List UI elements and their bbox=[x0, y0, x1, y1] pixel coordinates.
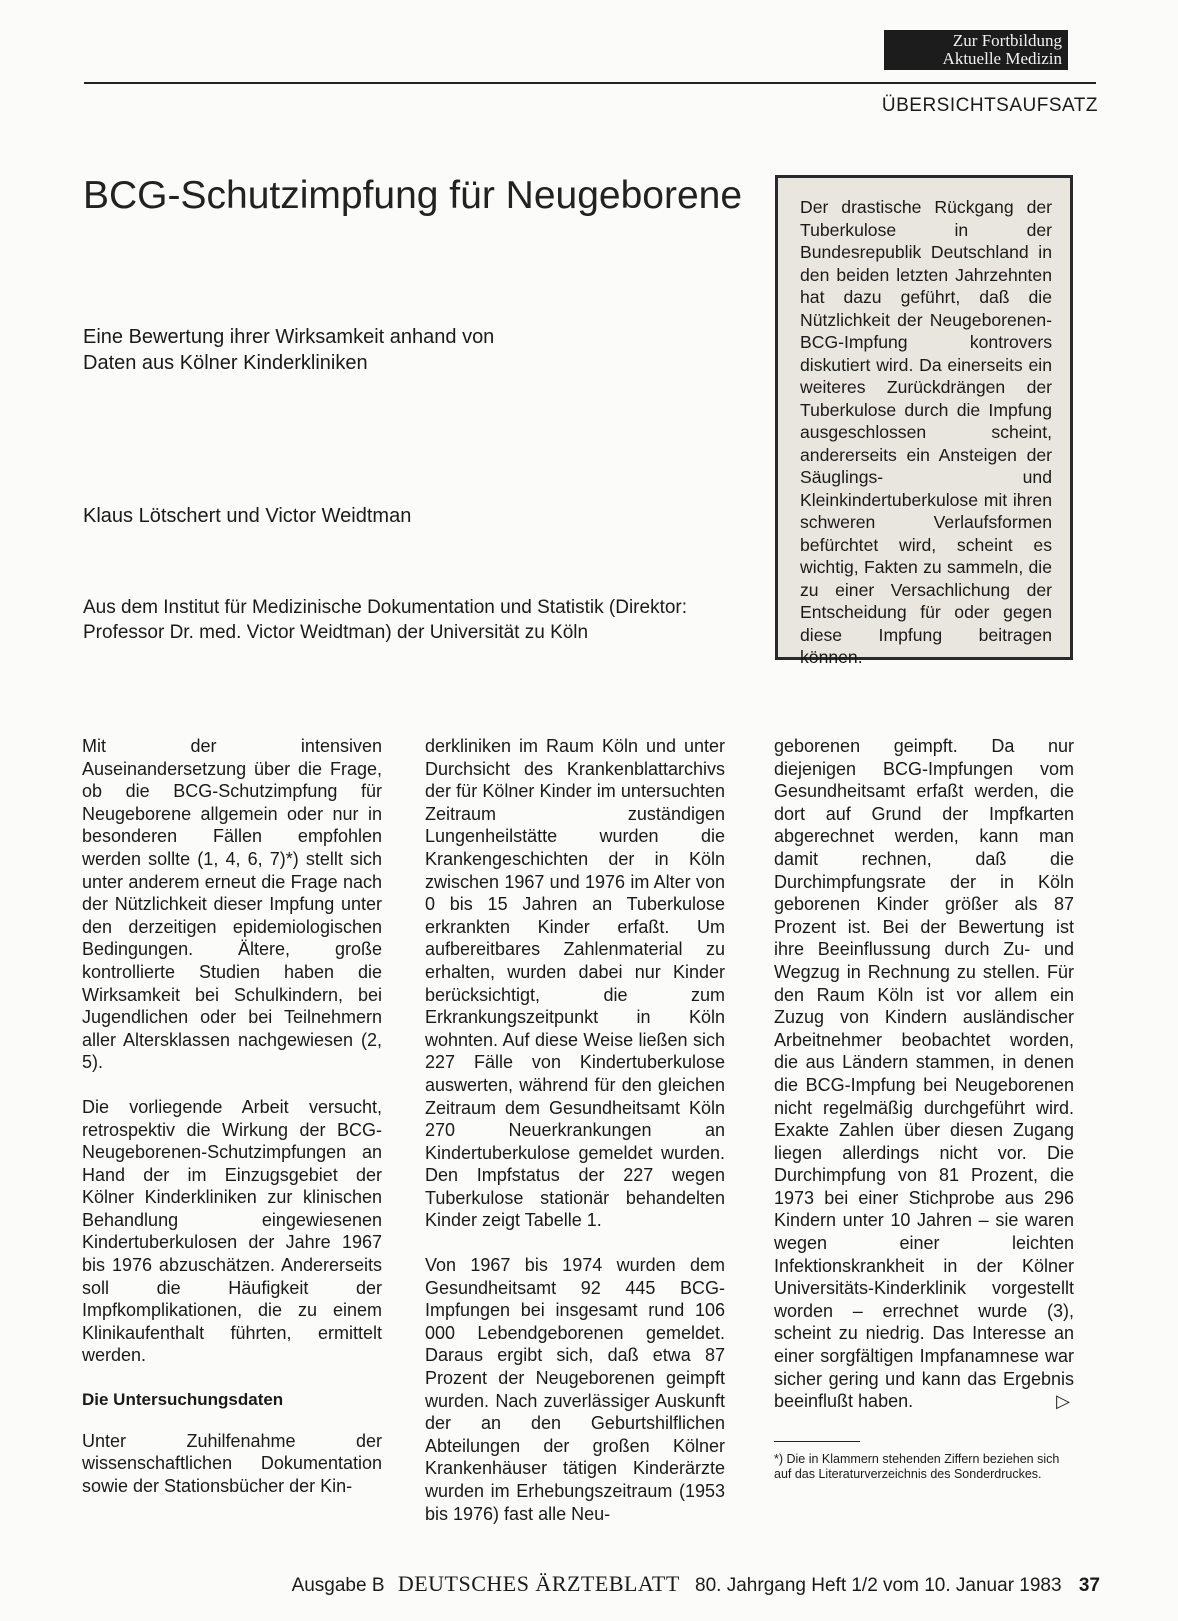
footnote-rule bbox=[774, 1441, 860, 1442]
paragraph: Von 1967 bis 1974 wurden dem Gesundheitsamt 92 445 BCG-Impfungen bei insgesamt rund 106 000 Lebendgeborenen gemeldet. Daraus ergibt sich, daß etwa 87 Prozent der Neugeborenen geimpft wurden. Nach zuverlässiger Auskunft der an den Geburtshilflichen Abteilungen der großen Kölner Krankenhäuser tätigen Kinderärzte wurden im Erhebungszeitraum (1953 bis 1976) fast alle Neu- bbox=[425, 1255, 725, 1524]
article-authors: Klaus Lötschert und Victor Weidtman bbox=[83, 505, 412, 527]
paragraph-text: geborenen geimpft. Da nur diejenigen BCG-Impfungen vom Gesundheitsamt erfaßt werden, die dort auf Grund der Impfkarten abgerechnet werden, kann man damit rechnen, daß die Durchimpfungsrate der in Köln geborenen Kinder größer als 87 Prozent ist. Bei der Bewertung ist ihre Beeinflussung durch Zu- und Wegzug in Rechnung zu stellen. Für den Raum Köln ist vor allem ein Zuzug von Kindern ausländischer Arbeitnehmer beobachtet worden, die aus Ländern stammen, in denen die BCG-Impfung bei Neugeborenen nicht regelmäßig durchgeführt wird. Exakte Zahlen über diesen Zugang liegen allerdings nicht vor. Die Durchimpfung von 81 Prozent, die 1973 bei einer Stichprobe aus 296 Kindern unter 10 Jahren – sie waren wegen einer leichten Infektionskrankheit in der Kölner Universitäts-Kinderklinik vorgestellt worden – errechnet wurde (3), scheint zu niedrig. Das Interesse an einer sorgfältigen Impfanamnese war sicher gering und kann das Ergebnis beeinflußt haben. bbox=[774, 736, 1074, 1412]
text-column-1 bbox=[82, 735, 382, 1519]
paragraph: Mit der intensiven Auseinandersetzung über die Frage, ob die BCG-Schutzimpfung für Neugeborene allgemein oder nur in besonderen Fällen empfohlen werden sollte (1, 4, 6, 7)*) stellt sich unter anderem erneut die Frage nach der Nützlichkeit dieser Impfung unter den derzeitigen epidemiologischen Bedingungen. Ältere, große kontrollierte Studien haben die Wirksamkeit bei Schulkindern, bei Jugendlichen oder bei Teilnehmern aller Altersklassen nachgewiesen (2, 5). bbox=[82, 736, 382, 1073]
footer-issue: 80. Jahrgang Heft 1/2 vom 10. Januar 1983 bbox=[695, 1575, 1062, 1596]
section-badge bbox=[884, 30, 1068, 70]
article-title: BCG-Schutzimpfung für Neugeborene bbox=[83, 174, 743, 217]
paragraph: derkliniken im Raum Köln und unter Durchsicht des Krankenblattarchivs der für Kölner Kinder im untersuchten Zeitraum zuständigen Lungenheilstätte wurden die Krankengeschichten der in Köln zwischen 1967 und 1976 im Alter von 0 bis 15 Jahren an Tuberkulose erkrankten Kinder erfaßt. Um aufbereitbares Zahlenmaterial zu erhalten, wurden dabei nur Kinder berücksichtigt, die zum Erkrankungszeitpunkt in Köln wohnten. Auf diese Weise ließen sich 227 Fälle von Kindertuberkulose auswerten, während für den gleichen Zeitraum dem Gesundheitsamt Köln 270 Neuerkrankungen an Kindertuberkulose gemeldet wurden. Den Impfstatus der 227 wegen Tuberkulose stationär behandelten Kinder zeigt Tabelle 1. bbox=[425, 736, 725, 1231]
continue-arrow-icon: ▷ bbox=[1056, 1391, 1070, 1412]
paragraph: Die vorliegende Arbeit versucht, retrospektiv die Wirkung der BCG-Neugeborenen-Schutzimpfungen an Hand der im Einzugsgebiet der Kölner Kinderkliniken zur klinischen Behandlung eingewiesenen Kindertuberkulosen der Jahre 1967 bis 1976 abzuschätzen. Andererseits soll die Häufigkeit der Impfkomplikationen, die zu einem Klinikaufenthalt führten, ermittelt werden. bbox=[82, 1096, 382, 1366]
badge-line-2: Aktuelle Medizin bbox=[942, 49, 1062, 68]
text-column-2 bbox=[425, 735, 725, 1547]
text-column-3 bbox=[774, 735, 1074, 1435]
header-rule bbox=[84, 82, 1096, 84]
article-affiliation: Aus dem Institut für Medizinische Dokumentation und Statistik (Direktor: Professor Dr. med. Victor Weidtman) der Universität zu Köln bbox=[83, 597, 688, 643]
abstract-box: Der drastische Rückgang der Tuberkulose in der Bundesrepublik Deutschland in den beiden letzten Jahrzehnten hat dazu geführt, daß die Nützlichkeit der Neugeborenen-BCG-Impfung kontrovers diskutiert wird. Da einerseits ein weiteres Zurückdrängen der Tuberkulose durch die Impfung ausgeschlossen scheint, andererseits ein Ansteigen der Säuglings- und Kleinkindertuberkulose mit ihren schweren Verlaufsformen befürchtet wird, scheint es wichtig, Fakten zu sammeln, die zu einer Versachlichung der Entscheidung für oder gegen diese Impfung beitragen können. bbox=[775, 175, 1073, 660]
paragraph: Unter Zuhilfenahme der wissenschaftlichen Dokumentation sowie der Stationsbücher der Kin- bbox=[82, 1430, 382, 1496]
page-footer bbox=[292, 1571, 1100, 1597]
footer-journal: DEUTSCHES ÄRZTEBLATT bbox=[397, 1571, 680, 1596]
page-number: 37 bbox=[1078, 1575, 1100, 1596]
section-label: ÜBERSICHTSAUFSATZ bbox=[881, 95, 1098, 116]
footer-edition: Ausgabe B bbox=[291, 1575, 385, 1596]
paragraph bbox=[774, 735, 1074, 1413]
badge-line-1: Zur Fortbildung bbox=[952, 31, 1062, 50]
article-subtitle: Eine Bewertung ihrer Wirksamkeit anhand von Daten aus Kölner Kinderkliniken bbox=[83, 326, 495, 374]
section-heading: Die Untersuchungsdaten bbox=[82, 1390, 284, 1410]
footnote: *) Die in Klammern stehenden Ziffern beziehen sich auf das Literaturverzeichnis des Sonderdruckes. bbox=[774, 1452, 1060, 1481]
